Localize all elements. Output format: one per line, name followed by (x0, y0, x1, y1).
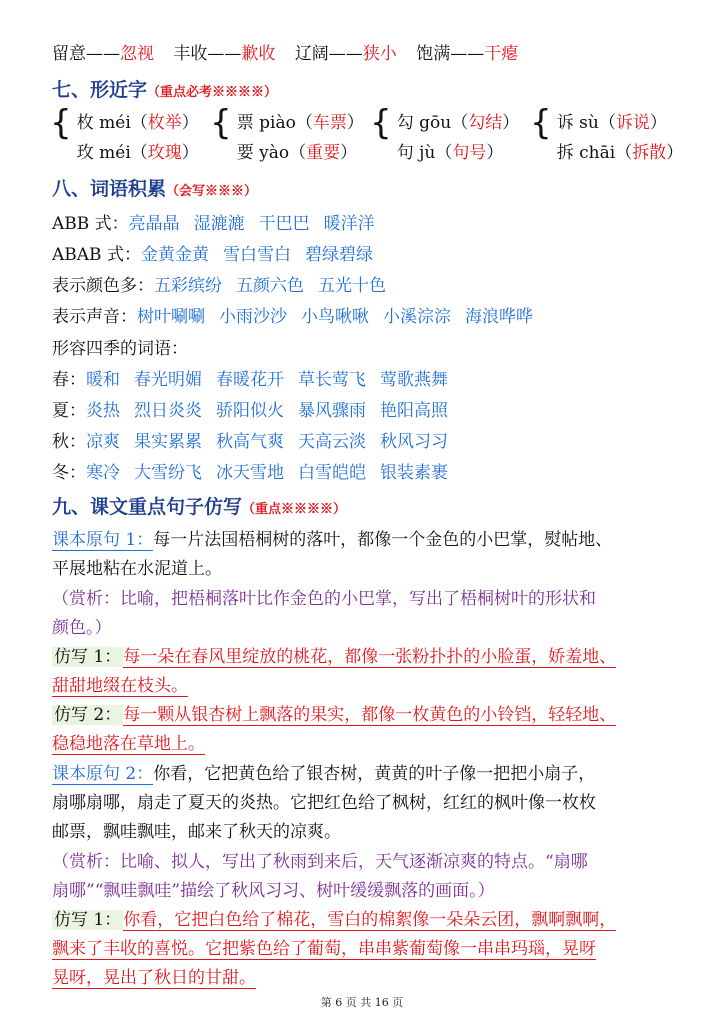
imitation-text: 你看，它把白色给了棉花，雪白的棉絮像一朵朵云团，飘啊飘啊， (123, 910, 617, 930)
original-text: 你看，它把黄色给了银杏树，黄黄的叶子像一把把小扇子， (153, 764, 596, 784)
antonym-answer: 狭小 (362, 44, 397, 64)
antonym-word: 丰收—— (173, 44, 242, 64)
similar-char-group: { 勾 gōu（勾结） 句 jù（句号） (370, 103, 520, 163)
analysis-line: 颜色。） (52, 618, 112, 638)
similar-char-group: { 票 piào（车票） 要 yào（重要） (210, 103, 364, 163)
season-word: 凉爽 (86, 432, 120, 452)
season-row (52, 461, 448, 485)
imitation-line (52, 645, 616, 669)
answer: 诉说 (615, 113, 650, 133)
season-word: 白雪皑皑 (298, 463, 366, 483)
imitation-text: 每一朵在春风里绽放的桃花，都像一张粉扑扑的小脸蛋，娇羞地、 (123, 647, 617, 667)
vocab-word: 碧绿碧绿 (304, 245, 373, 265)
vocab-row (52, 243, 373, 267)
vocab-word: 海浪哗哗 (465, 307, 533, 327)
vocab-word: 金黄金黄 (140, 245, 209, 265)
vocab-word: 五颜六色 (236, 276, 304, 296)
original-sentence-line: 扇哪扇哪，扇走了夏天的炎热。它把红色给了枫树，红红的枫叶像一枚枚 (52, 793, 596, 813)
answer: 重要 (306, 143, 341, 163)
season-word: 暴风骤雨 (298, 401, 366, 421)
left-brace-icon: { (50, 103, 72, 143)
answer: 拆散 (632, 143, 667, 163)
left-brace-icon: { (530, 103, 552, 143)
vocab-label: ABAB 式： (52, 245, 141, 265)
original-tag: 课本原句 1： (52, 530, 154, 550)
season-word: 秋高气爽 (216, 432, 284, 452)
season-word: 寒冷 (86, 463, 120, 483)
antonym-word: 留意—— (52, 44, 120, 64)
season-label: 冬： (52, 463, 86, 483)
pinyin: sù (579, 113, 599, 133)
imitation-text: 飘来了丰收的喜悦。它把紫色给了葡萄，串串紫葡萄像一串串玛瑙，晃呀 (52, 939, 596, 959)
char: 要 (236, 143, 254, 163)
section-title: 八、词语积累 (52, 178, 167, 200)
imitation-tag: 仿写 1： (54, 910, 122, 930)
section-heading-7 (52, 78, 277, 105)
imitation-line (52, 674, 188, 698)
season-word: 果实累累 (134, 432, 202, 452)
vocab-label: ABB 式： (52, 214, 129, 234)
vocab-word: 小雨沙沙 (219, 307, 287, 327)
answer: 句号 (452, 143, 487, 163)
imitation-text: 稳稳地落在草地上。 (52, 734, 205, 754)
vocab-word: 小溪淙淙 (383, 307, 451, 327)
vocab-row (52, 212, 375, 236)
analysis-line: 扇哪”“飘哇飘哇”描绘了秋风习习、树叶缓缓飘落的画面。） (52, 881, 495, 901)
answer: 玫瑰 (147, 143, 182, 163)
imitation-line (52, 966, 256, 990)
antonym-answer: 干瘪 (484, 44, 519, 64)
season-word: 冰天雪地 (216, 463, 284, 483)
antonym-word: 饱满—— (416, 44, 485, 64)
pinyin: gōu (419, 113, 452, 133)
antonym-answer: 忽视 (120, 44, 154, 64)
season-row (52, 430, 448, 454)
pinyin: yào (259, 143, 290, 163)
season-word: 大雪纷飞 (134, 463, 202, 483)
section-note: （重点※※※※） (242, 502, 347, 517)
vocab-word: 干巴巴 (258, 214, 310, 234)
season-label: 秋： (52, 432, 86, 452)
antonym-row (52, 42, 518, 66)
char: 句 (396, 143, 414, 163)
pinyin: méi (99, 143, 131, 163)
imitation-line (52, 732, 205, 756)
season-word: 春暖花开 (216, 370, 284, 390)
season-word: 莺歌燕舞 (380, 370, 448, 390)
season-row (52, 368, 448, 392)
section-heading-9 (52, 495, 346, 522)
left-brace-icon: { (370, 103, 392, 143)
vocab-word: 亮晶晶 (128, 214, 180, 234)
season-word: 秋风习习 (380, 432, 448, 452)
left-brace-icon: { (210, 103, 232, 143)
imitation-line (52, 703, 616, 727)
vocab-word: 湿漉漉 (193, 214, 245, 234)
season-word: 骄阳似火 (216, 401, 284, 421)
season-word: 烈日炎炎 (134, 401, 202, 421)
vocab-word: 暖洋洋 (323, 214, 375, 234)
char: 玫 (76, 143, 94, 163)
season-row (52, 399, 448, 423)
imitation-text: 甜甜地缀在枝头。 (52, 676, 188, 696)
antonym-answer: 歉收 (241, 44, 276, 64)
season-word: 暖和 (86, 370, 120, 390)
analysis-line: （赏析：比喻、拟人，写出了秋雨到来后，天气逐渐凉爽的特点。“扇哪 (52, 852, 588, 872)
similar-char-group: { 枚 méi（枚举） 玫 méi（玫瑰） (50, 103, 199, 163)
pinyin: piào (259, 113, 296, 133)
original-sentence-line: 平展地粘在水泥道上。 (52, 559, 222, 579)
char: 勾 (396, 113, 414, 133)
imitation-text: 每一颗从银杏树上飘落的果实，都像一枚黄色的小铃铛，轻轻地、 (123, 705, 617, 725)
original-sentence-line: 邮票，飘哇飘哇，邮来了秋天的凉爽。 (52, 822, 341, 842)
answer: 勾结 (468, 113, 503, 133)
vocab-label: 表示声音： (52, 307, 137, 327)
season-word: 银装素裹 (380, 463, 448, 483)
antonym-word: 辽阔—— (294, 44, 363, 64)
vocab-word: 雪白雪白 (222, 245, 291, 265)
original-tag: 课本原句 2： (52, 764, 154, 784)
pinyin: méi (99, 113, 131, 133)
vocab-row (52, 274, 386, 298)
section-heading-8 (52, 177, 257, 204)
vocab-word: 小鸟啾啾 (301, 307, 369, 327)
char: 诉 (556, 113, 574, 133)
char: 票 (236, 113, 254, 133)
pinyin: chāi (579, 143, 616, 163)
imitation-line (52, 937, 596, 961)
section-title: 七、形近字 (52, 79, 148, 101)
char: 拆 (556, 143, 574, 163)
vocab-word: 五彩缤纷 (154, 276, 222, 296)
section-title: 九、课文重点句子仿写 (52, 496, 243, 518)
imitation-text: 晃呀，晃出了秋日的甘甜。 (52, 968, 256, 988)
imitation-line (52, 908, 616, 932)
section-note: （重点必考※※※※） (147, 85, 278, 100)
similar-char-group: { 诉 sù（诉说） 拆 chāi（拆散） (530, 103, 684, 163)
analysis-line: （赏析：比喻，把梧桐落叶比作金色的小巴掌，写出了梧桐树叶的形状和 (52, 589, 596, 609)
seasons-title: 形容四季的词语： (52, 339, 188, 359)
imitation-tag: 仿写 2： (54, 705, 122, 725)
season-label: 春： (52, 370, 86, 390)
season-word: 草长莺飞 (298, 370, 366, 390)
vocab-label: 表示颜色多： (52, 276, 154, 296)
section-note: （会写※※※） (166, 184, 258, 199)
vocab-word: 五光十色 (318, 276, 386, 296)
season-word: 天高云淡 (298, 432, 366, 452)
vocab-word: 树叶唰唰 (137, 307, 205, 327)
imitation-tag: 仿写 1： (54, 647, 122, 667)
original-text: 每一片法国梧桐树的落叶，都像一个金色的小巴掌，熨帖地、 (153, 530, 613, 550)
answer: 车票 (312, 113, 347, 133)
char: 枚 (76, 113, 94, 133)
season-word: 春光明媚 (134, 370, 202, 390)
vocab-row (52, 305, 533, 329)
page-footer: 第 6 页 共 16 页 (320, 996, 404, 1009)
season-label: 夏： (52, 401, 86, 421)
season-word: 炎热 (86, 401, 120, 421)
answer: 枚举 (147, 113, 182, 133)
pinyin: jù (419, 143, 436, 163)
original-sentence-line (52, 762, 595, 786)
original-sentence-line (52, 528, 612, 552)
season-word: 艳阳高照 (380, 401, 448, 421)
